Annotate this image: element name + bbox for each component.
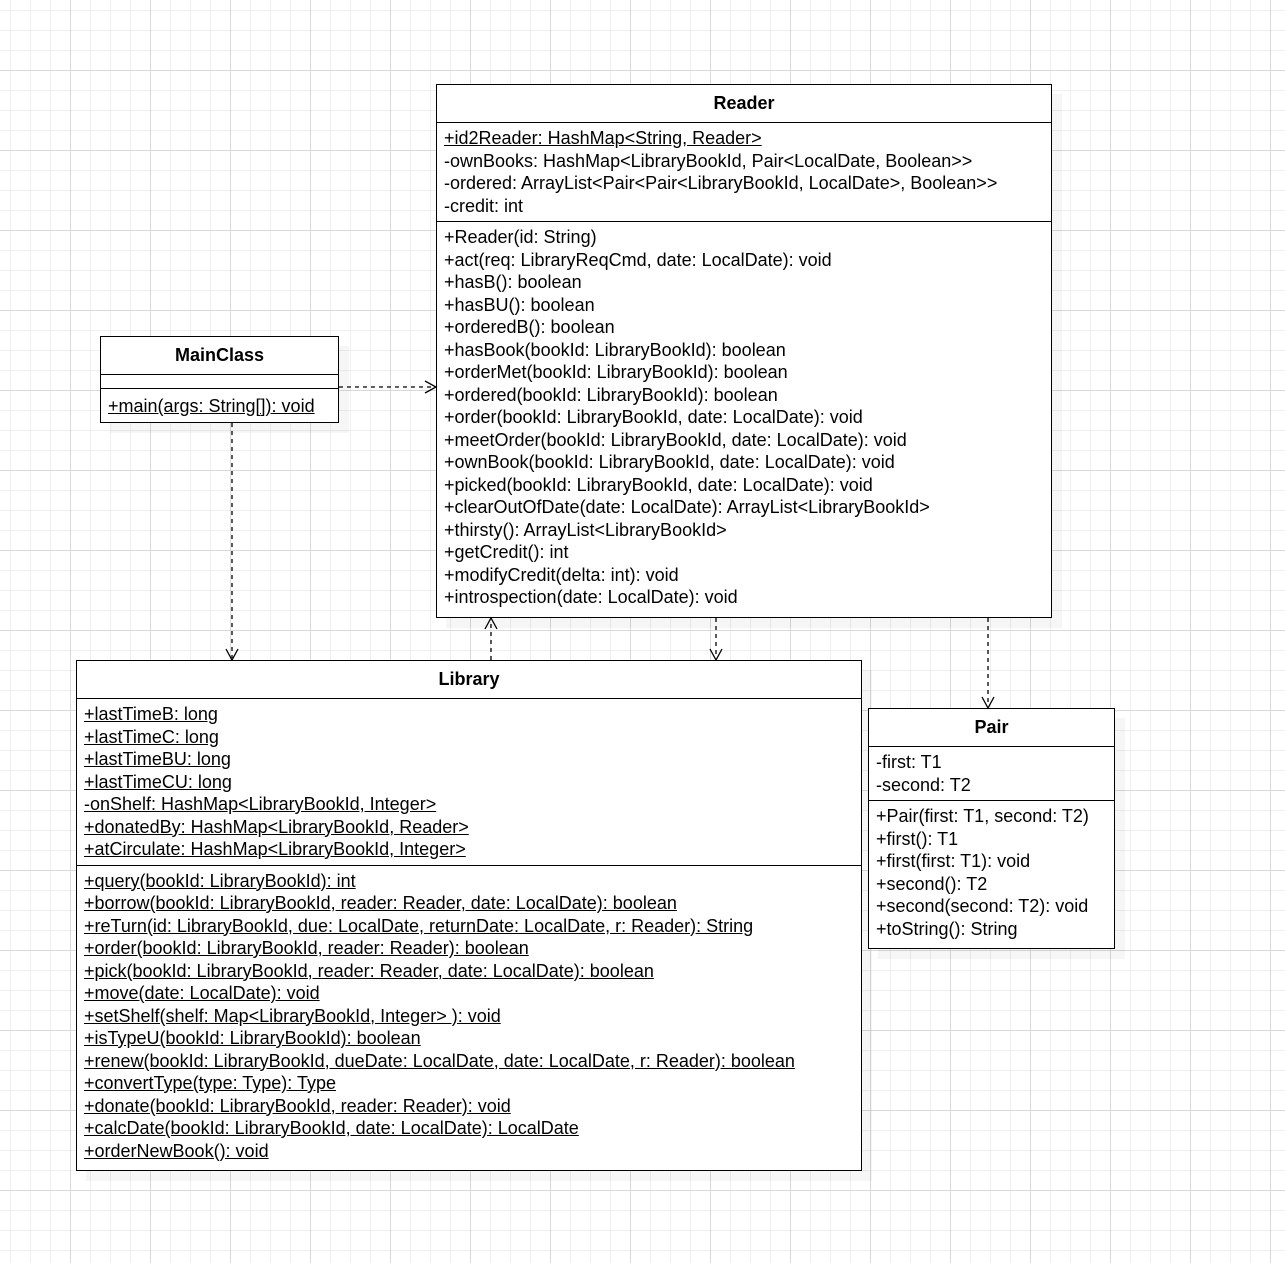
library-method-text: +isTypeU(bookId: LibraryBookId): boolean (84, 1028, 421, 1048)
reader-method-text: +modifyCredit(delta: int): void (444, 564, 679, 585)
library-method-text: +setShelf(shelf: Map<LibraryBookId, Integer> ): void (84, 1005, 501, 1026)
reader-method (444, 316, 1051, 339)
class-pair[interactable] (868, 708, 1115, 949)
reader-method-text: +orderMet(bookId: LibraryBookId): boolean (444, 362, 788, 382)
reader-method (444, 249, 1051, 272)
library-method (84, 870, 861, 893)
reader-method-text: +hasB(): boolean (444, 272, 582, 292)
pair-method (876, 895, 1114, 918)
library-method (84, 1095, 861, 1118)
reader-attribute-text: -ordered: ArrayList<Pair<Pair<LibraryBookId, LocalDate>, Boolean>> (444, 173, 998, 193)
reader-attribute-text: +id2Reader: HashMap<String, Reader> (444, 128, 762, 148)
arrowhead-reader-from-library (485, 618, 497, 629)
library-attribute-text: +lastTimeBU: long (84, 749, 231, 769)
reader-method-text: +order(bookId: LibraryBookId, date: LocalDate): void (444, 407, 863, 427)
library-method (84, 1027, 861, 1050)
reader-method (444, 586, 1051, 609)
library-method (84, 1117, 861, 1140)
library-method (84, 1005, 861, 1028)
class-pair-methods (869, 801, 1114, 944)
library-method-text: +order(bookId: LibraryBookId, reader: Reader): boolean (84, 938, 529, 958)
library-attribute-text: -onShelf: HashMap<LibraryBookId, Integer> (84, 794, 437, 814)
arrowhead-reader-from-mainclass (425, 381, 436, 393)
library-attribute-text: +lastTimeB: long (84, 704, 218, 724)
class-pair-title: Pair (869, 709, 1114, 747)
reader-method-text: +picked(bookId: LibraryBookId, date: LocalDate): void (444, 474, 873, 495)
library-attribute (84, 748, 861, 771)
reader-method (444, 339, 1051, 362)
library-method-text: +pick(bookId: LibraryBookId, reader: Reader, date: LocalDate): boolean (84, 960, 654, 981)
class-mainclass-methods (101, 389, 338, 422)
pair-attribute-text: -second: T2 (876, 774, 971, 795)
reader-method (444, 384, 1051, 407)
reader-method-text: +act(req: LibraryReqCmd, date: LocalDate): void (444, 249, 832, 270)
reader-method-text: +ordered(bookId: LibraryBookId): boolean (444, 384, 778, 405)
reader-method-text: +meetOrder(bookId: LibraryBookId, date: LocalDate): void (444, 429, 907, 450)
library-method-text: +convertType(type: Type): Type (84, 1073, 336, 1093)
class-library[interactable] (76, 660, 862, 1171)
reader-attribute (444, 127, 1051, 150)
library-method-text: +donate(bookId: LibraryBookId, reader: Reader): void (84, 1095, 511, 1116)
reader-method-text: +introspection(date: LocalDate): void (444, 587, 738, 607)
reader-method (444, 406, 1051, 429)
reader-method (444, 541, 1051, 564)
reader-method-text: +ownBook(bookId: LibraryBookId, date: LocalDate): void (444, 452, 895, 472)
class-mainclass-title: MainClass (101, 337, 338, 375)
library-attribute-text: +donatedBy: HashMap<LibraryBookId, Reader> (84, 816, 469, 837)
class-reader[interactable] (436, 84, 1052, 618)
library-attribute-text: +lastTimeCU: long (84, 771, 232, 792)
pair-attribute-text: -first: T1 (876, 752, 942, 772)
library-method-text: +calcDate(bookId: LibraryBookId, date: LocalDate): LocalDate (84, 1118, 579, 1138)
arrowhead-library-from-reader (710, 649, 722, 660)
class-mainclass[interactable] (100, 336, 339, 423)
library-method-text: +renew(bookId: LibraryBookId, dueDate: LocalDate, date: LocalDate, r: Reader): boolean (84, 1050, 795, 1071)
pair-method-text: +toString(): String (876, 918, 1018, 939)
reader-attribute-text: -ownBooks: HashMap<LibraryBookId, Pair<LocalDate, Boolean>> (444, 150, 973, 171)
class-pair-attributes (869, 747, 1114, 801)
library-method (84, 1072, 861, 1095)
reader-attribute-text: -credit: int (444, 195, 524, 216)
reader-method (444, 451, 1051, 474)
mainclass-method (108, 395, 338, 418)
arrowhead-pair-from-reader (982, 697, 994, 708)
class-mainclass-attributes (101, 375, 338, 389)
library-attribute (84, 726, 861, 749)
library-attribute (84, 793, 861, 816)
library-method (84, 960, 861, 983)
pair-method-text: +Pair(first: T1, second: T2) (876, 806, 1089, 826)
reader-method (444, 564, 1051, 587)
class-reader-title: Reader (437, 85, 1051, 123)
pair-method (876, 918, 1114, 941)
pair-method-text: +first(first: T1): void (876, 851, 1031, 871)
reader-method-text: +orderedB(): boolean (444, 317, 615, 337)
pair-attribute (876, 751, 1114, 774)
reader-method (444, 361, 1051, 384)
reader-attribute (444, 150, 1051, 173)
pair-method (876, 850, 1114, 873)
reader-method (444, 519, 1051, 542)
library-attribute (84, 838, 861, 861)
reader-method-text: +thirsty(): ArrayList<LibraryBookId> (444, 519, 727, 540)
class-reader-methods (437, 222, 1051, 613)
pair-method (876, 828, 1114, 851)
pair-attribute (876, 774, 1114, 797)
reader-attribute (444, 195, 1051, 218)
reader-method (444, 496, 1051, 519)
library-method (84, 915, 861, 938)
library-attribute-text: +lastTimeC: long (84, 726, 219, 747)
class-library-attributes (77, 699, 861, 866)
library-method-text: +reTurn(id: LibraryBookId, due: LocalDate, returnDate: LocalDate, r: Reader): String (84, 915, 754, 936)
reader-method-text: +hasBU(): boolean (444, 294, 595, 315)
reader-method-text: +clearOutOfDate(date: LocalDate): ArrayList<LibraryBookId> (444, 497, 930, 517)
library-method (84, 892, 861, 915)
pair-method-text: +first(): T1 (876, 828, 959, 849)
class-library-title: Library (77, 661, 861, 699)
library-method-text: +orderNewBook(): void (84, 1140, 269, 1161)
library-method-text: +query(bookId: LibraryBookId): int (84, 870, 356, 891)
mainclass-method-text: +main(args: String[]): void (108, 396, 315, 416)
reader-attribute (444, 172, 1051, 195)
class-library-methods (77, 866, 861, 1167)
reader-method-text: +Reader(id: String) (444, 227, 597, 247)
pair-method-text: +second(): T2 (876, 873, 988, 894)
pair-method (876, 805, 1114, 828)
library-attribute-text: +atCirculate: HashMap<LibraryBookId, Integer> (84, 839, 466, 859)
library-method-text: +move(date: LocalDate): void (84, 983, 320, 1003)
arrowhead-library-from-mainclass (226, 649, 238, 660)
library-attribute (84, 703, 861, 726)
library-method (84, 1050, 861, 1073)
library-method-text: +borrow(bookId: LibraryBookId, reader: Reader, date: LocalDate): boolean (84, 893, 677, 913)
reader-method (444, 294, 1051, 317)
reader-method-text: +hasBook(bookId: LibraryBookId): boolean (444, 339, 786, 360)
pair-method-text: +second(second: T2): void (876, 896, 1089, 916)
reader-method (444, 271, 1051, 294)
reader-method (444, 429, 1051, 452)
library-attribute (84, 771, 861, 794)
library-method (84, 982, 861, 1005)
library-method (84, 937, 861, 960)
reader-method (444, 226, 1051, 249)
pair-method (876, 873, 1114, 896)
library-attribute (84, 816, 861, 839)
class-reader-attributes (437, 123, 1051, 222)
library-method (84, 1140, 861, 1163)
reader-method (444, 474, 1051, 497)
reader-method-text: +getCredit(): int (444, 542, 569, 562)
